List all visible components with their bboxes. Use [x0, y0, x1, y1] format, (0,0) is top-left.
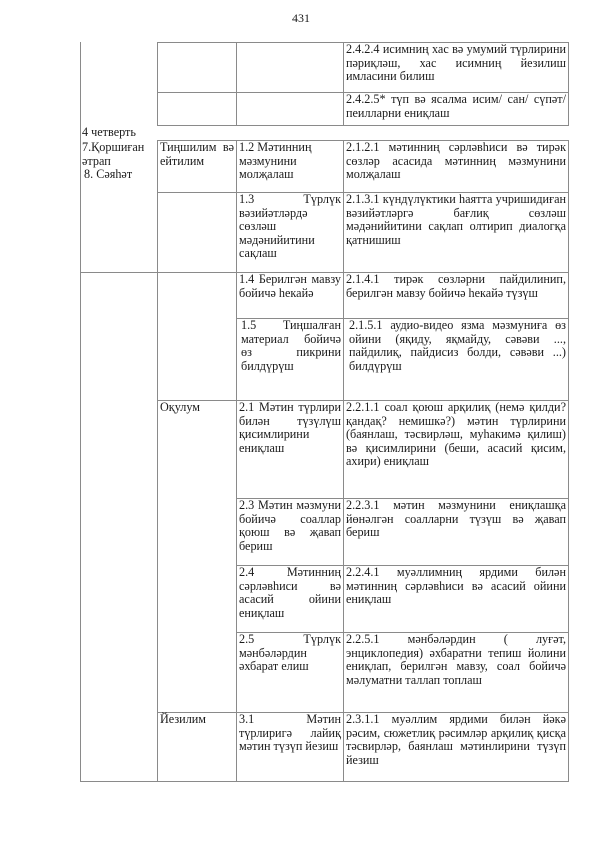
vline — [157, 42, 158, 125]
subskill-cell: 1.5 Тиңшалған материал бойичә өз пикрини билдүрүш — [241, 318, 341, 373]
subskill-cell: 2.1 Мәтин түрлири билән түзүлүш қисимлирини ениқлаш — [239, 400, 341, 455]
objective-cell: 2.3.1.1 муәллим ярдими билән йәкә рәсим, сюжетлиқ рәсимләр арқилиқ қисқа тәсвирләр, баянлаш мәтинлирини түзүп йезиш — [346, 712, 566, 767]
hline — [157, 192, 236, 193]
subskill-cell: 1.3 Түрлүк вәзийәтләрдә сөзләш мәдәнийитини сақлаш — [239, 192, 341, 261]
hline — [157, 125, 569, 126]
subskill-cell: 2.5 Түрлүк мәнбәләрдин әхбарат елиш — [239, 632, 341, 674]
objective-cell: 2.4.2.4 исимниң хас вә умумий түрлирини пәриқләш, хас исимниң йезилиш имласини билиш — [346, 42, 566, 84]
hline — [80, 781, 569, 782]
border-right — [568, 42, 569, 125]
skill-cell: Йезилим — [160, 712, 207, 726]
objective-cell: 2.1.5.1 аудио-видео язма мәзмуниға өз ойини (яқиду, яқмайду, сәвәви ..., пайдилиқ, пайдисиз болди, сәвәви ...) билдүрүш — [349, 318, 566, 373]
subskill-cell: 2.3 Мәтин мәзмуни бойичә соаллар қоюш вә җавап бериш — [239, 498, 341, 553]
subskill-cell: 1.4 Берилгән мавзу бойичә һекайә — [239, 272, 341, 300]
objective-cell: 2.4.2.5* түп вә ясалма исим/ сан/ сүпәт/пеилларни ениқлаш — [346, 92, 566, 120]
objective-cell: 2.1.4.1 тирәк сөзләрни пайдилинип, берилгән мавзу бойичә һекайә түзүш — [346, 272, 566, 300]
subskill-cell: 3.1 Мәтин түрлиригә лайиқ мәтин түзүп йезиш — [239, 712, 341, 754]
border-right — [568, 140, 569, 782]
objective-cell: 2.2.5.1 мәнбәләрдин ( луғәт, энциклопедия) әхбаратни тепиш йолини ениқлап, берилгән мавзу, соал бойичә мәлуматни таллап топлаш — [346, 632, 566, 687]
objective-cell: 2.1.3.1 күндүлүктики һаятта учришидиған вәзийәтләргә бағлиқ сөзләш мәдәнийитини сақлап олтирип диалогқа қатнишиш — [346, 192, 566, 247]
vline — [236, 42, 237, 125]
skill-cell: Оқулум — [160, 400, 201, 414]
page-number: 431 — [292, 11, 310, 25]
subskill-cell: 1.2 Мәтинниң мәзмунини молҗалаш — [239, 140, 312, 182]
topic-2: 8. Сәяһәт — [84, 167, 133, 181]
subskill-cell: 2.4 Мәтинниң сәрләвһиси вә асасий ойини ениқлаш — [239, 565, 341, 620]
skill-cell: Тиңшилим вә ейтилим — [160, 140, 234, 168]
topic-1: 7.Қоршиған әтрап — [82, 140, 145, 168]
vline — [157, 140, 158, 782]
objective-cell: 2.1.2.1 мәтинниң сәрләвһиси вә тирәк сөзләр асасида мәтинниң мәзмунини молҗалаш — [346, 140, 566, 182]
objective-cell: 2.2.3.1 мәтин мәзмунини ениқлашқа йөнәлгән соалларни түзүш вә җавап бериш — [346, 498, 566, 540]
objective-cell: 2.2.1.1 соал қоюш арқилиқ (немә қилди? қандақ? немишкә?) мәтин түрлирини (баянлаш, тәсвирләш, муһакимә қилиш) вә қисимлирини (беши, асасий қисим, ахири) ениқлаш — [346, 400, 566, 469]
objective-cell: 2.2.4.1 муәллимниң ярдими билән мәтинниң сәрләвһиси вә асасий ойини ениқлаш — [346, 565, 566, 607]
quarter-label: 4 четверть — [82, 125, 136, 139]
